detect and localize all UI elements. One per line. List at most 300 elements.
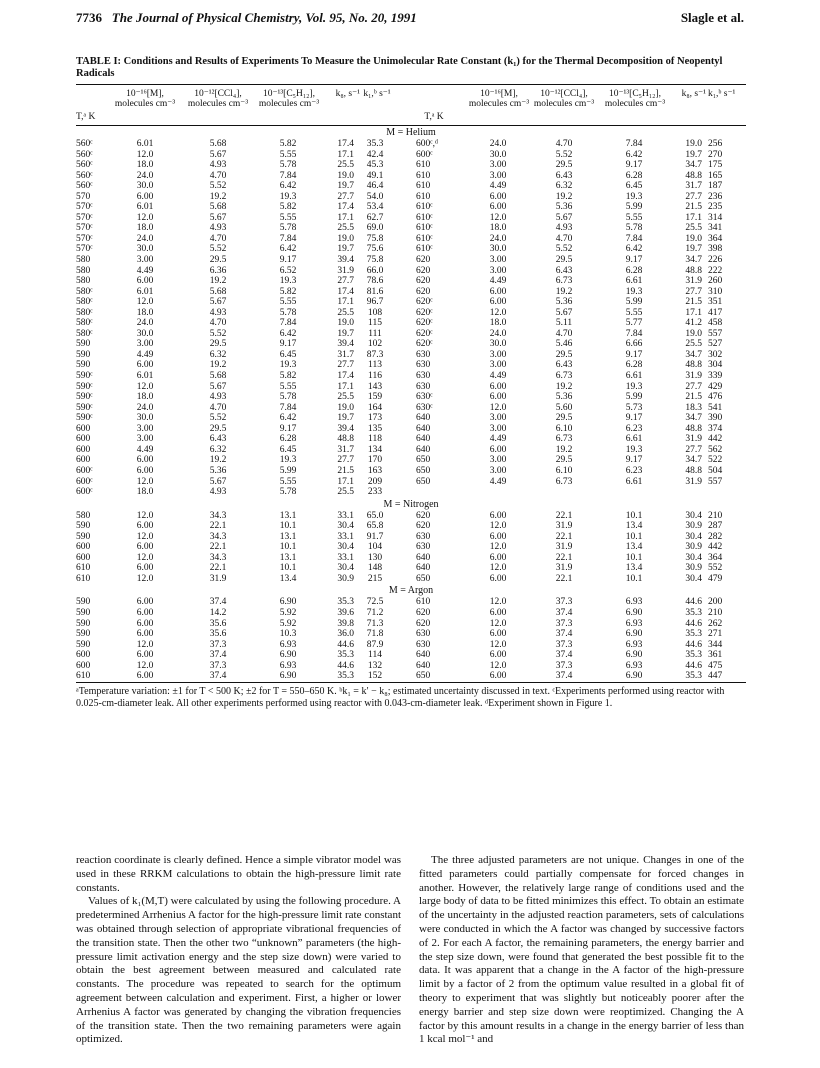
table-cell: 5.52 (555, 149, 573, 160)
table-cell: 170 (367, 455, 383, 466)
table-row (76, 192, 746, 203)
page-number: 7736 (76, 10, 102, 25)
table-cell: 5.68 (209, 202, 227, 213)
table-cell: 75.6 (366, 244, 384, 255)
table-cell: 6.61 (625, 476, 643, 487)
table-cell: 10.1 (279, 542, 297, 553)
body-paragraph: reaction coordinate is clearly defined. Hence a simple vibrator model was used in these RRKM calculations to obtain the high-pressure limit rate constants. (76, 854, 401, 894)
col-header-c5h12: 10⁻¹³[C₅H₁₂], molecules cm⁻³ (258, 89, 320, 109)
table-cell: 5.36 (209, 465, 227, 476)
table-row (76, 477, 746, 488)
table-cell: 30.9 (685, 563, 702, 574)
table-cell: 476 (708, 392, 723, 403)
table-cell: 31.9 (685, 476, 702, 487)
table-row (76, 434, 746, 445)
table-cell: 37.3 (555, 618, 573, 629)
table-cell: 9.17 (279, 423, 297, 434)
table-row (76, 392, 746, 403)
table-cell: 12.0 (136, 149, 154, 160)
table-cell: 6.28 (625, 170, 643, 181)
table-cell: 34.7 (685, 413, 702, 424)
table-cell: 5.68 (209, 286, 227, 297)
table-caption: TABLE I: Conditions and Results of Experiments To Measure the Unimolecular Rate Constant (k₁) for the Thermal Decomposition of Neopentyl Radicals (76, 56, 723, 79)
table-cell: 6.00 (136, 563, 154, 574)
table-cell: 235 (708, 202, 723, 213)
table-cell: 39.4 (337, 423, 354, 434)
table-row (76, 202, 746, 213)
table-row (76, 671, 746, 682)
col-header-ccl4: 10⁻¹²[CCl₄], molecules cm⁻³ (187, 89, 249, 109)
table-cell: 442 (708, 542, 723, 553)
table-cell: 37.4 (555, 607, 573, 618)
table-cell: 3.00 (136, 434, 154, 445)
table-cell: 34.3 (209, 531, 227, 542)
table-cell: 71.2 (366, 607, 384, 618)
table-cell: 580 (76, 265, 91, 276)
table-cell: 12.0 (136, 212, 154, 223)
table-cell: 610 (416, 181, 431, 192)
table-cell: 39.6 (337, 607, 354, 618)
table-cell: 21.5 (685, 297, 702, 308)
table-cell: 310 (708, 286, 723, 297)
table-row (76, 318, 746, 329)
table-cell: 4.93 (209, 307, 227, 318)
table-cell: 6.00 (136, 607, 154, 618)
table-cell: 31.9 (555, 521, 573, 532)
table-cell: 374 (708, 423, 723, 434)
table-cell: 10.1 (625, 573, 643, 584)
table-cell: 650 (416, 465, 431, 476)
table-cell: 31.9 (685, 371, 702, 382)
table-cell: 620 (416, 265, 431, 276)
table-row (76, 640, 746, 651)
table-cell: 640 (416, 650, 431, 661)
table-row (76, 445, 746, 456)
table-cell: 3.00 (489, 423, 507, 434)
table-cell: 6.93 (625, 618, 643, 629)
table-cell: 442 (708, 434, 723, 445)
table-cell: 4.70 (209, 318, 227, 329)
table-cell: 590ᶜ (76, 402, 93, 413)
table-cell: 22.1 (555, 510, 573, 521)
table-cell: 3.00 (489, 413, 507, 424)
table-cell: 5.82 (279, 139, 297, 149)
table-cell: 30.0 (136, 181, 154, 192)
table-cell: 6.01 (136, 371, 154, 382)
table-cell: 175 (708, 160, 723, 171)
table-cell: 3.00 (489, 255, 507, 266)
table-cell: 13.4 (625, 542, 643, 553)
table-cell: 13.1 (279, 531, 297, 542)
table-cell: 6.00 (489, 629, 507, 640)
table-cell: 19.3 (279, 455, 297, 466)
table-cell: 4.70 (555, 328, 573, 339)
table-cell: 5.78 (279, 487, 297, 498)
table-cell: 18.0 (489, 223, 507, 234)
table-cell: 42.4 (366, 149, 384, 160)
table-cell: 46.4 (366, 181, 384, 192)
table-cell: 30.0 (489, 244, 507, 255)
table-cell: 6.00 (489, 191, 507, 202)
table-cell: 3.00 (489, 349, 507, 360)
table-cell: 610 (416, 191, 431, 202)
table-cell: 6.00 (489, 607, 507, 618)
table-cell: 620 (416, 607, 431, 618)
table-cell: 600ᶜ (76, 476, 93, 487)
table-cell: 37.4 (555, 629, 573, 640)
table-cell: 30.4 (685, 531, 702, 542)
table-cell: 7.84 (625, 328, 643, 339)
table-row (76, 466, 746, 477)
table-cell: 630 (416, 371, 431, 382)
table-cell: 17.1 (337, 149, 354, 160)
table-row (76, 413, 746, 424)
table-cell: 10.1 (625, 531, 643, 542)
table-cell: 22.1 (209, 542, 227, 553)
table-cell: 7.84 (279, 402, 297, 413)
table-cell: 339 (708, 371, 723, 382)
table-cell: 447 (708, 671, 723, 682)
table-cell: 6.00 (489, 381, 507, 392)
table-cell: 30.0 (136, 413, 154, 424)
table-group-label: M = Nitrogen (383, 498, 439, 510)
table-cell: 590 (76, 639, 91, 650)
table-cell: 5.52 (209, 244, 227, 255)
table-cell: 34.3 (209, 510, 227, 521)
table-cell: 5.55 (625, 307, 643, 318)
table-cell: 6.90 (279, 671, 297, 682)
table-cell: 37.3 (555, 639, 573, 650)
table-cell: 541 (708, 402, 723, 413)
table-row (76, 382, 746, 393)
table-cell: 34.7 (685, 255, 702, 266)
table-cell: 22.1 (209, 521, 227, 532)
table-cell: 6.61 (625, 434, 643, 445)
table-cell: 6.01 (136, 202, 154, 213)
table-cell: 37.4 (209, 597, 227, 608)
table-cell: 6.93 (625, 639, 643, 650)
table-cell: 25.5 (337, 487, 354, 498)
table-cell: 6.00 (489, 671, 507, 682)
table-cell: 4.49 (489, 276, 507, 287)
table-cell: 640 (416, 423, 431, 434)
table-row (76, 424, 746, 435)
table-cell: 398 (708, 244, 723, 255)
table-cell: 600 (76, 552, 91, 563)
table-cell: 165 (708, 170, 723, 181)
table-cell: 210 (708, 510, 723, 521)
table-cell: 10.3 (279, 629, 297, 640)
table-row (76, 650, 746, 661)
table-cell: 29.5 (209, 339, 227, 350)
table-cell: 3.00 (489, 465, 507, 476)
table-cell: 6.61 (625, 276, 643, 287)
table-cell: 27.7 (337, 455, 354, 466)
table-cell: 24.0 (489, 328, 507, 339)
table-cell: 75.8 (366, 255, 384, 266)
table-cell: 29.5 (555, 413, 573, 424)
table-row (76, 629, 746, 640)
table-cell: 6.90 (625, 650, 643, 661)
table-cell: 19.2 (209, 191, 227, 202)
table-cell: 6.00 (136, 465, 154, 476)
table-cell: 620 (416, 510, 431, 521)
table-cell: 12.0 (136, 531, 154, 542)
table-cell: 650 (416, 476, 431, 487)
table-cell: 610ᶜ (416, 223, 433, 234)
col-header-temperature: T,ᵃ K (76, 112, 96, 122)
table-cell: 12.0 (136, 510, 154, 521)
table-cell: 282 (708, 531, 723, 542)
table-cell: 6.28 (279, 434, 297, 445)
table-cell: 650 (416, 455, 431, 466)
table-cell: 29.5 (555, 455, 573, 466)
table-cell: 522 (708, 455, 723, 466)
table-cell: 6.00 (136, 360, 154, 371)
table-cell: 630 (416, 629, 431, 640)
table-cell: 6.00 (136, 276, 154, 287)
table-cell: 19.3 (625, 444, 643, 455)
table-cell: 37.4 (209, 671, 227, 682)
table-cell: 640 (416, 444, 431, 455)
table-cell: 590 (76, 339, 91, 350)
table-cell: 21.5 (337, 465, 354, 476)
table-cell: 630ᶜ (416, 402, 433, 413)
table-cell: 96.7 (366, 297, 384, 308)
table-cell: 62.7 (366, 212, 384, 223)
table-cell: 6.42 (279, 181, 297, 192)
table-cell: 19.7 (337, 181, 354, 192)
table-cell: 620ᶜ (416, 307, 433, 318)
table-cell: 580 (76, 510, 91, 521)
table-cell: 19.2 (555, 191, 573, 202)
body-left-column (76, 854, 401, 1047)
table-cell: 19.7 (337, 244, 354, 255)
table-cell: 302 (708, 349, 723, 360)
table-cell: 630 (416, 349, 431, 360)
table-cell: 87.3 (366, 349, 384, 360)
table-cell: 19.3 (625, 286, 643, 297)
table-cell: 600 (76, 455, 91, 466)
table-cell: 22.1 (555, 573, 573, 584)
table-cell: 610 (76, 563, 91, 574)
table-cell: 19.7 (685, 149, 702, 160)
table-cell: 580ᶜ (76, 286, 93, 297)
table-cell: 552 (708, 563, 723, 574)
table-cell: 5.60 (555, 402, 573, 413)
table-cell: 6.43 (555, 360, 573, 371)
table-cell: 4.93 (209, 160, 227, 171)
table-cell: 650 (416, 671, 431, 682)
table-cell: 5.36 (555, 297, 573, 308)
table-row (76, 455, 746, 466)
table-cell: 620 (416, 255, 431, 266)
table-cell: 5.77 (625, 318, 643, 329)
table-cell: 39.4 (337, 255, 354, 266)
table-cell: 3.00 (489, 170, 507, 181)
table-cell: 6.45 (279, 349, 297, 360)
table-cell: 504 (708, 465, 723, 476)
table-cell: 5.67 (209, 297, 227, 308)
table-cell: 31.7 (337, 349, 354, 360)
col-header-ccl4-2: 10⁻¹²[CCl₄], molecules cm⁻³ (533, 89, 595, 109)
table-cell: 9.17 (625, 160, 643, 171)
table-row (76, 661, 746, 672)
table-cell: 5.36 (555, 202, 573, 213)
table-cell: 132 (367, 660, 383, 671)
table-cell: 610ᶜ (416, 212, 433, 223)
table-cell: 6.00 (489, 650, 507, 661)
table-cell: 6.90 (625, 607, 643, 618)
table-cell: 6.28 (625, 265, 643, 276)
table-row (76, 234, 746, 245)
table-cell: 5.82 (279, 202, 297, 213)
table-cell: 22.1 (555, 552, 573, 563)
table-cell: 118 (368, 434, 382, 445)
table-cell: 210 (708, 607, 723, 618)
table-cell: 5.68 (209, 371, 227, 382)
table-cell: 12.0 (489, 660, 507, 671)
table-cell: 19.0 (337, 170, 354, 181)
table-cell: 560ᶜ (76, 170, 93, 181)
table-cell: 630 (416, 542, 431, 553)
table-cell: 30.0 (489, 149, 507, 160)
table-cell: 590 (76, 360, 91, 371)
table-cell: 6.73 (555, 276, 573, 287)
table-cell: 4.93 (209, 223, 227, 234)
table-cell: 18.0 (136, 487, 154, 498)
table-cell: 630 (416, 360, 431, 371)
table-bottom-rule (76, 682, 746, 683)
table-cell: 3.00 (489, 160, 507, 171)
table-cell: 25.5 (337, 307, 354, 318)
table-cell: 6.43 (555, 265, 573, 276)
table-row (76, 574, 746, 585)
table-cell: 9.17 (279, 339, 297, 350)
table-cell: 34.7 (685, 455, 702, 466)
table-cell: 226 (708, 255, 723, 266)
table-cell: 600 (76, 444, 91, 455)
table-cell: 5.92 (279, 607, 297, 618)
table-cell: 417 (708, 307, 723, 318)
table-cell: 48.8 (685, 465, 702, 476)
table-cell: 650 (416, 573, 431, 584)
table-cell: 600 (76, 660, 91, 671)
table-cell: 590ᶜ (76, 392, 93, 403)
table-cell: 390 (708, 413, 723, 424)
table-cell: 7.84 (279, 318, 297, 329)
table-row (76, 223, 746, 234)
table-cell: 570ᶜ (76, 202, 93, 213)
table-cell: 9.17 (625, 455, 643, 466)
table-cell: 640 (416, 434, 431, 445)
table-cell: 81.6 (366, 286, 384, 297)
table-cell: 6.90 (279, 650, 297, 661)
table-cell: 30.9 (685, 521, 702, 532)
table-cell: 5.67 (209, 381, 227, 392)
col-header-k8-2: k₈, s⁻¹ (681, 89, 706, 99)
table-cell: 143 (367, 381, 383, 392)
table-cell: 37.3 (555, 660, 573, 671)
table-cell: 560ᶜ (76, 139, 93, 149)
table-row (76, 371, 746, 382)
table-cell: 12.0 (489, 402, 507, 413)
table-row (76, 350, 746, 361)
table-cell: 5.52 (555, 244, 573, 255)
table-cell: 610 (416, 160, 431, 171)
table-cell: 5.99 (625, 297, 643, 308)
table-cell: 458 (708, 318, 723, 329)
table-cell: 25.5 (685, 223, 702, 234)
table-cell: 12.0 (489, 563, 507, 574)
table-cell: 590 (76, 618, 91, 629)
table-cell: 173 (367, 413, 383, 424)
table-cell: 5.73 (625, 402, 643, 413)
table-cell: 4.70 (209, 233, 227, 244)
table-cell: 5.78 (279, 160, 297, 171)
table-cell: 260 (708, 276, 723, 287)
table-cell: 4.49 (136, 349, 154, 360)
table-cell: 3.00 (489, 265, 507, 276)
table-cell: 610ᶜ (416, 244, 433, 255)
journal-title: The Journal of Physical Chemistry, Vol. 95, No. 20, 1991 (111, 10, 417, 25)
table-cell: 5.46 (555, 339, 573, 350)
table-cell: 30.4 (337, 563, 354, 574)
table-cell: 116 (368, 371, 382, 382)
table-cell: 6.00 (136, 191, 154, 202)
table-cell: 13.4 (279, 573, 297, 584)
table-cell: 187 (708, 181, 723, 192)
table-cell: 31.7 (685, 181, 702, 192)
table-cell: 9.17 (625, 349, 643, 360)
table-cell: 48.8 (685, 360, 702, 371)
table-cell: 49.1 (366, 170, 384, 181)
table-group-label: M = Helium (386, 127, 436, 138)
table-cell: 17.1 (337, 297, 354, 308)
table-cell: 18.0 (136, 392, 154, 403)
table-cell: 209 (367, 476, 383, 487)
table-cell: 590ᶜ (76, 413, 93, 424)
table-cell: 19.0 (337, 318, 354, 329)
table-row (76, 287, 746, 298)
table-cell: 590 (76, 349, 91, 360)
table-cell: 314 (708, 212, 723, 223)
table-cell: 14.2 (209, 607, 227, 618)
table-cell: 304 (708, 360, 723, 371)
table-cell: 5.68 (209, 139, 227, 149)
table-cell: 479 (708, 573, 723, 584)
table-cell: 6.42 (625, 149, 643, 160)
table-cell: 10.1 (625, 552, 643, 563)
table-cell: 19.2 (209, 276, 227, 287)
table-cell: 19.2 (209, 360, 227, 371)
table-row (76, 532, 746, 543)
table-cell: 6.00 (489, 202, 507, 213)
table-cell: 48.8 (337, 434, 354, 445)
table-cell: 37.3 (209, 660, 227, 671)
table-cell: 600 (76, 650, 91, 661)
table-cell: 6.93 (625, 660, 643, 671)
table-cell: 35.3 (337, 650, 354, 661)
table-cell: 6.61 (625, 371, 643, 382)
table-cell: 5.55 (279, 297, 297, 308)
table-cell: 34.7 (685, 160, 702, 171)
table-cell: 429 (708, 381, 723, 392)
table-cell: 130 (367, 552, 383, 563)
table-cell: 6.00 (136, 618, 154, 629)
table-cell: 590ᶜ (76, 371, 93, 382)
table-cell: 5.55 (279, 476, 297, 487)
